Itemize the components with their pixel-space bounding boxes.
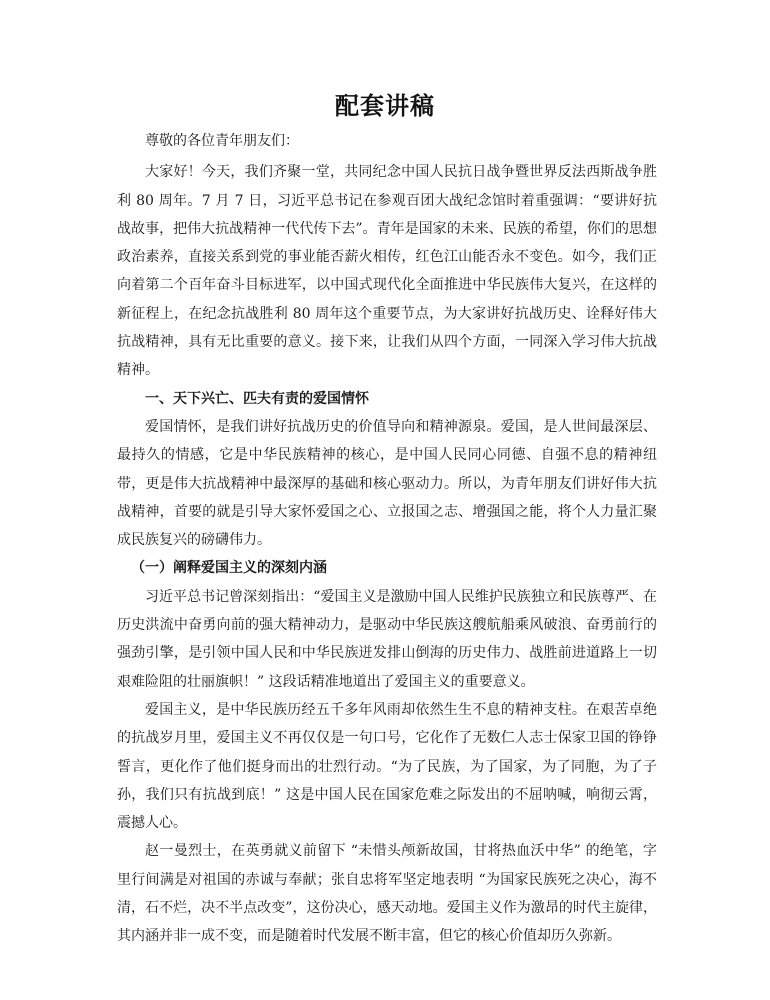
subsection-heading-1: （一）阐释爱国主义的深刻内涵	[131, 560, 327, 577]
paragraph-quote: 习近平总书记曾深刻指出：“爱国主义是激励中国人民维护民族独立和民族尊严、在历史洪流中奋勇向前的强大精神动力，是驱动中华民族这艘航船乘风破浪、奋勇前行的强劲引擎，是引领中国人民和中华民族迸发排山倒海的历史伟力、战胜前进道路上一切艰难险阻的壮丽旗帜！” 这段话精准地道出了爱国主义的重要意义。	[117, 588, 657, 690]
salutation: 尊敬的各位青年朋友们：	[145, 133, 299, 149]
section-heading-1: 一、天下兴亡、匹夫有责的爱国情怀	[145, 390, 369, 407]
paragraph-martyrs: 赵一曼烈士，在英勇就义前留下 “未惜头颅新故国，甘将热血沃中华” 的绝笔，字里行间满是对祖国的赤诚与奉献；张自忠将军坚定地表明 “为国家民族死之决心，海不清，石不烂，决不半点改变”，这份决心，感天动地。爱国主义作为激昂的时代主旋律，其内涵并非一成不变，而是随着时代发展不断丰富，但它的核心价值却历久弥新。	[117, 843, 657, 945]
document-title: 配套讲稿	[335, 91, 435, 120]
paragraph-pillar: 爱国主义，是中华民族历经五千多年风雨却依然生生不息的精神支柱。在艰苦卓绝的抗战岁月里，爱国主义不再仅仅是一句口号，它化作了无数仁人志士保家卫国的铮铮誓言，更化作了他们挺身而出的壮烈行动。“为了民族，为了国家，为了同胞，为了子孙，我们只有抗战到底！” 这是中国人民在国家危难之际发出的不屈呐喊，响彻云霄，震撼人心。	[117, 701, 657, 832]
paragraph-patriotism: 爱国情怀，是我们讲好抗战历史的价值导向和精神源泉。爱国，是人世间最深层、最持久的情感，它是中华民族精神的核心，是中国人民同心同德、自强不息的精神纽带，更是伟大抗战精神中最深厚的基础和核心驱动力。所以，为青年朋友们讲好伟大抗战精神，首要的就是引导大家怀爱国之心、立报国之志、增强国之能，将个人力量汇聚成民族复兴的磅礴伟力。	[117, 418, 657, 549]
document-body	[117, 127, 657, 951]
paragraph-opening: 大家好！今天，我们齐聚一堂，共同纪念中国人民抗日战争暨世界反法西斯战争胜利 80 周年。7 月 7 日，习近平总书记在参观百团大战纪念馆时着重强调：“要讲好抗战故事，把伟大抗战精神一代代传下去”。青年是国家的未来、民族的希望，你们的思想政治素养，直接关系到党的事业能否薪火相传，红色江山能否永不变色。如今，我们正向着第二个百年奋斗目标进军，以中国式现代化全面推进中华民族伟大复兴，在这样的新征程上，在纪念抗战胜利 80 周年这个重要节点，为大家讲好抗战历史、诠释好伟大抗战精神，具有无比重要的意义。接下来，让我们从四个方面，一同深入学习伟大抗战精神。	[117, 164, 657, 379]
